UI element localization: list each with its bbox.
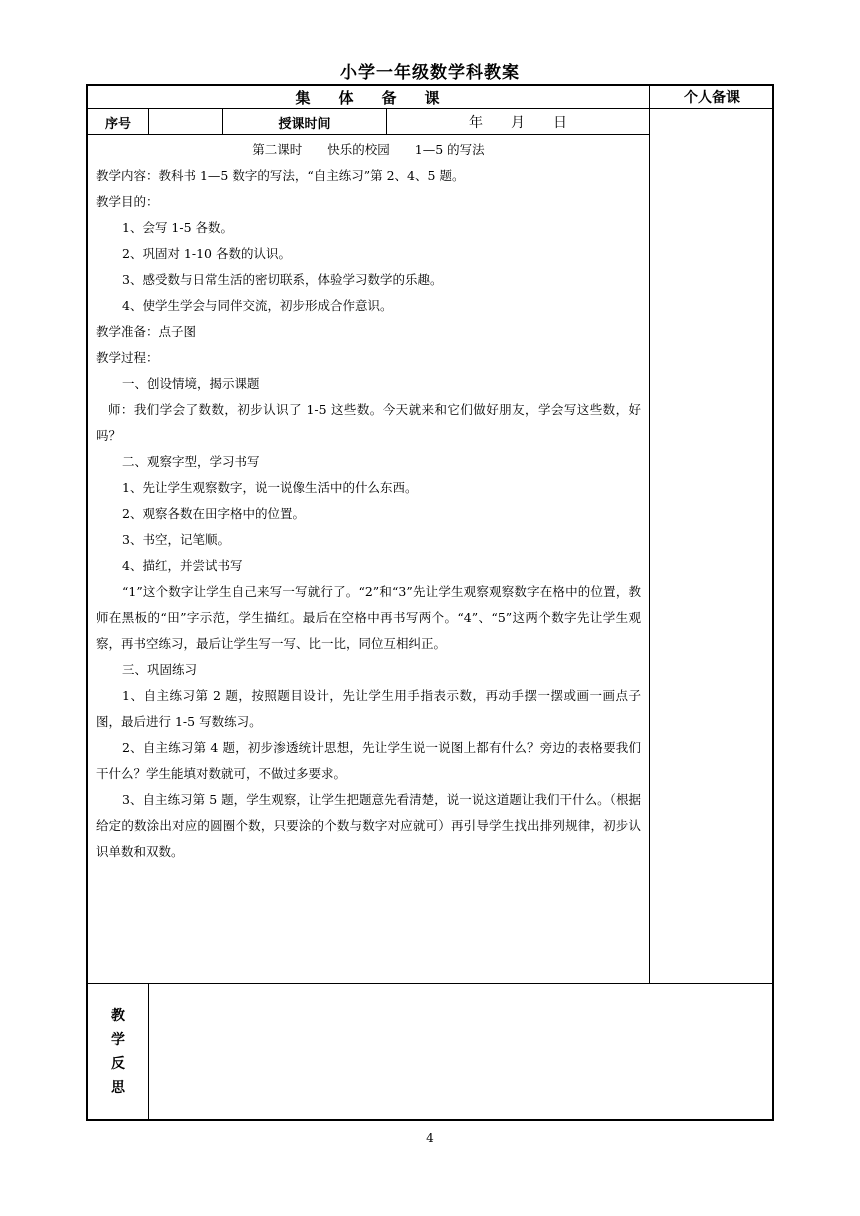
reflection-char: 学 xyxy=(111,1032,125,1048)
reflection-char: 教 xyxy=(111,1008,125,1024)
teacher-speech: 师：我们学会了数数，初步认识了 1-5 这些数。今天就来和它们做好朋友，学会写这些数，好吗？ xyxy=(96,402,641,443)
collective-lesson-header xyxy=(86,86,649,108)
table-rule xyxy=(86,983,650,984)
practice-item: 2、自主练习第 4 题，初步渗透统计思想，先让学生说一说图上都有什么？旁边的表格要我们干什么？学生能填对数就可，不做过多要求。 xyxy=(96,740,641,781)
goal-item: 3、感受数与日常生活的密切联系，体验学习数学的乐趣。 xyxy=(122,272,443,287)
practice-item: 3、自主练习第 5 题，学生观察，让学生把题意先看清楚，说一说这道题让我们干什么。（根据给定的数涂出对应的圆圈个数，只要涂的个数与数字对应就可）再引导学生找出排列规律，初步认识单数和双数。 xyxy=(96,792,641,859)
document-title: 小学一年级数学科教案 xyxy=(340,63,520,83)
seq-label: 序号 xyxy=(104,116,131,132)
time-label: 授课时间 xyxy=(278,116,331,132)
personal-lesson-header: 个人备课 xyxy=(684,90,740,106)
step-item: 2、观察各数在田字格中的位置。 xyxy=(122,506,305,521)
reflection-char: 反 xyxy=(111,1056,125,1072)
header-char: 课 xyxy=(424,88,440,107)
step-item: 3、书空，记笔顺。 xyxy=(122,532,230,547)
date-year: 年 xyxy=(469,115,483,131)
goal-item: 2、巩固对 1-10 各数的认识。 xyxy=(122,246,291,261)
section-heading: 三、巩固练习 xyxy=(122,662,198,677)
header-char: 集 xyxy=(295,88,311,107)
lesson-heading: 第二课时 快乐的校园 1—5 的写法 xyxy=(252,142,485,157)
date-field xyxy=(387,110,649,134)
reflection-area[interactable] xyxy=(150,985,772,1119)
seq-value xyxy=(149,110,222,134)
teaching-prep: 教学准备：点子图 xyxy=(96,324,197,339)
goal-item: 4、使学生学会与同伴交流，初步形成合作意识。 xyxy=(122,298,393,313)
reflection-char: 思 xyxy=(111,1080,125,1096)
header-char: 备 xyxy=(381,88,397,107)
table-rule xyxy=(650,983,774,984)
practice-item: 1、自主练习第 2 题，按照题目设计，先让学生用手指表示数，再动手摆一摆或画一画点子图，最后进行 1-5 写数练习。 xyxy=(96,688,641,729)
step-item: 4、描红，并尝试书写 xyxy=(122,558,243,573)
table-rule xyxy=(649,84,650,984)
teaching-reflection-label xyxy=(88,985,148,1119)
section-heading: 二、观察字型，学习书写 xyxy=(122,454,260,469)
section-heading: 一、创设情境，揭示课题 xyxy=(122,376,260,391)
step-item: 1、先让学生观察数字，说一说像生活中的什么东西。 xyxy=(122,480,418,495)
header-char: 体 xyxy=(338,88,354,107)
table-rule xyxy=(148,983,149,1121)
teaching-content: 教学内容：教科书 1—5 数字的写法，“自主练习”第 2、4、5 题。 xyxy=(96,168,465,183)
process-label: 教学过程： xyxy=(96,350,159,365)
lesson-content xyxy=(96,137,641,865)
table-rule xyxy=(86,108,774,109)
writing-paragraph: “1”这个数字让学生自己来写一写就行了。“2”和“3”先让学生观察观察数字在格中的位置，教师在黑板的“田”字示范，学生描红。最后在空格中再书写两个。“4”、“5”这两个数字先让学生观察，再书空练习，最后让学生写一写、比一比，同位互相纠正。 xyxy=(96,584,641,651)
date-day: 日 xyxy=(553,115,567,131)
date-month: 月 xyxy=(511,115,525,131)
goals-label: 教学目的： xyxy=(96,194,159,209)
page-number: 4 xyxy=(426,1131,434,1145)
table-rule xyxy=(86,134,650,135)
goal-item: 1、会写 1-5 各数。 xyxy=(122,220,234,235)
